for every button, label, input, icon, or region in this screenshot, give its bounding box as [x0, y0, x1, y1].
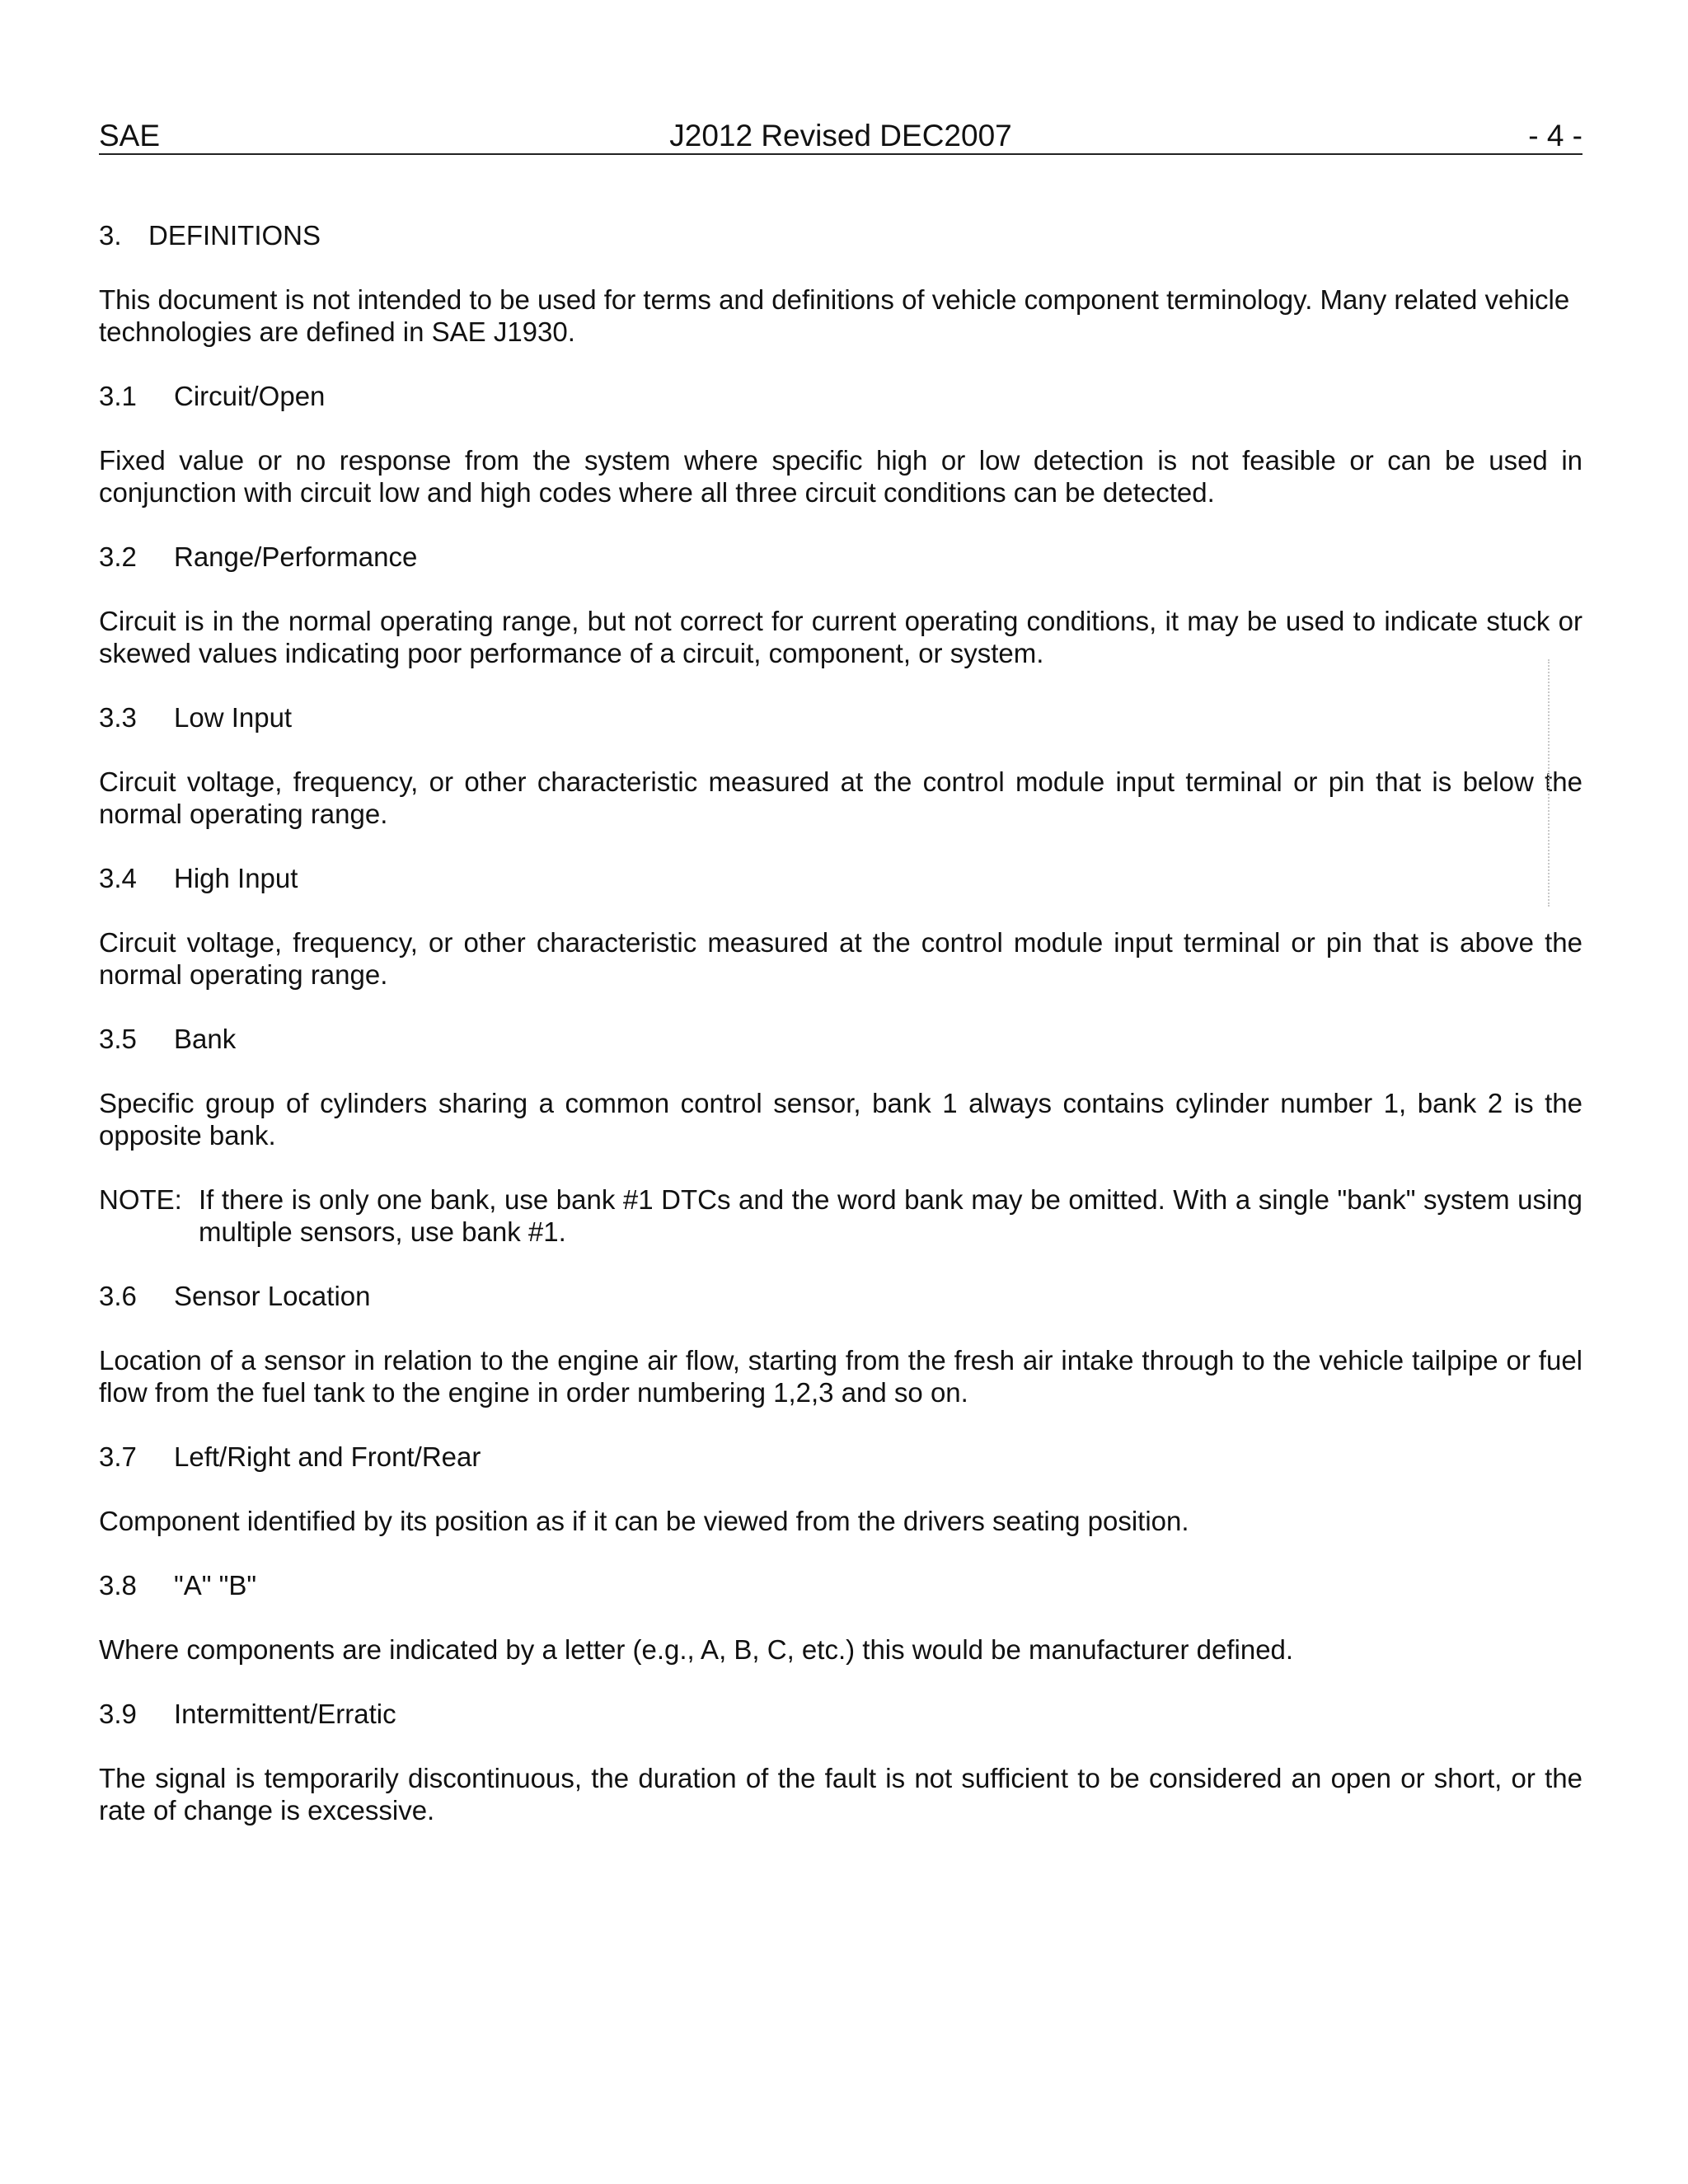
definition-text: Specific group of cylinders sharing a common control sensor, bank 1 always contains cylinder number 1, bank 2 is the opposite bank.	[99, 1088, 1582, 1151]
scan-artifact-mark	[1548, 659, 1550, 907]
definition-heading	[99, 1441, 1582, 1473]
definition-text: Location of a sensor in relation to the engine air flow, starting from the fresh air intake through to the vehicle tailpipe or fuel flow from the fuel tank to the engine in order numbering 1,2,3 and so on.	[99, 1345, 1582, 1408]
section-title: DEFINITIONS	[148, 220, 321, 251]
definition-title: Intermittent/Erratic	[174, 1699, 396, 1729]
definition-text: Component identified by its position as if it can be viewed from the drivers seating position.	[99, 1506, 1189, 1536]
section-heading	[99, 219, 1582, 251]
definition-heading	[99, 380, 1582, 412]
definition-text: The signal is temporarily discontinuous, the duration of the fault is not sufficient to be considered an open or short, or the rate of change is excessive.	[99, 1763, 1582, 1825]
page-body	[99, 219, 1582, 1826]
definition-number: 3.1	[99, 381, 137, 411]
definition-number: 3.5	[99, 1024, 137, 1054]
definition-heading	[99, 1698, 1582, 1730]
definition-text: Circuit voltage, frequency, or other characteristic measured at the control module input terminal or pin that is above the normal operating range.	[99, 927, 1582, 990]
definition-number: 3.2	[99, 541, 137, 572]
definition-title: Sensor Location	[174, 1281, 371, 1311]
definition-heading	[99, 1569, 1582, 1601]
header-doc-id: J2012 Revised DEC2007	[669, 119, 1012, 152]
definition-number: 3.6	[99, 1281, 137, 1311]
definition-number: 3.8	[99, 1570, 137, 1601]
definition-title: Range/Performance	[174, 541, 418, 572]
definition-title: Low Input	[174, 702, 293, 733]
section-intro: This document is not intended to be used for terms and definitions of vehicle component terminology. Many related vehicle technologies are defined in SAE J1930.	[99, 284, 1570, 347]
definition-heading	[99, 541, 1582, 573]
definition-number: 3.7	[99, 1441, 137, 1472]
section-number: 3.	[99, 220, 122, 251]
definition-text: Fixed value or no response from the system where specific high or low detection is not feasible or can be used in conjunction with circuit low and high codes where all three circuit conditions can be detected.	[99, 445, 1582, 508]
note-label: NOTE:	[99, 1184, 182, 1215]
note-text: If there is only one bank, use bank #1 DTCs and the word bank may be omitted. With a single "bank" system using multiple sensors, use bank #1.	[199, 1184, 1582, 1247]
definition-heading	[99, 1280, 1582, 1312]
definition-title: "A" "B"	[174, 1570, 257, 1601]
definition-heading	[99, 701, 1582, 733]
header-page-number: - 4 -	[1528, 119, 1582, 152]
page-header	[99, 119, 1582, 155]
definition-title: High Input	[174, 863, 298, 893]
definition-number: 3.9	[99, 1699, 137, 1729]
definition-title: Left/Right and Front/Rear	[174, 1441, 481, 1472]
definition-heading	[99, 1023, 1582, 1055]
definition-text: Circuit voltage, frequency, or other characteristic measured at the control module input terminal or pin that is below the normal operating range.	[99, 766, 1582, 829]
definition-heading	[99, 862, 1582, 894]
definition-title: Bank	[174, 1024, 237, 1054]
definition-text: Circuit is in the normal operating range, but not correct for current operating conditions, it may be used to indicate stuck or skewed values indicating poor performance of a circuit, component, or system.	[99, 606, 1582, 668]
header-org: SAE	[99, 119, 161, 152]
definition-title: Circuit/Open	[174, 381, 326, 411]
definition-number: 3.4	[99, 863, 137, 893]
definition-number: 3.3	[99, 702, 137, 733]
definition-text: Where components are indicated by a letter (e.g., A, B, C, etc.) this would be manufacturer defined.	[99, 1634, 1294, 1665]
note-block	[99, 1183, 1582, 1248]
